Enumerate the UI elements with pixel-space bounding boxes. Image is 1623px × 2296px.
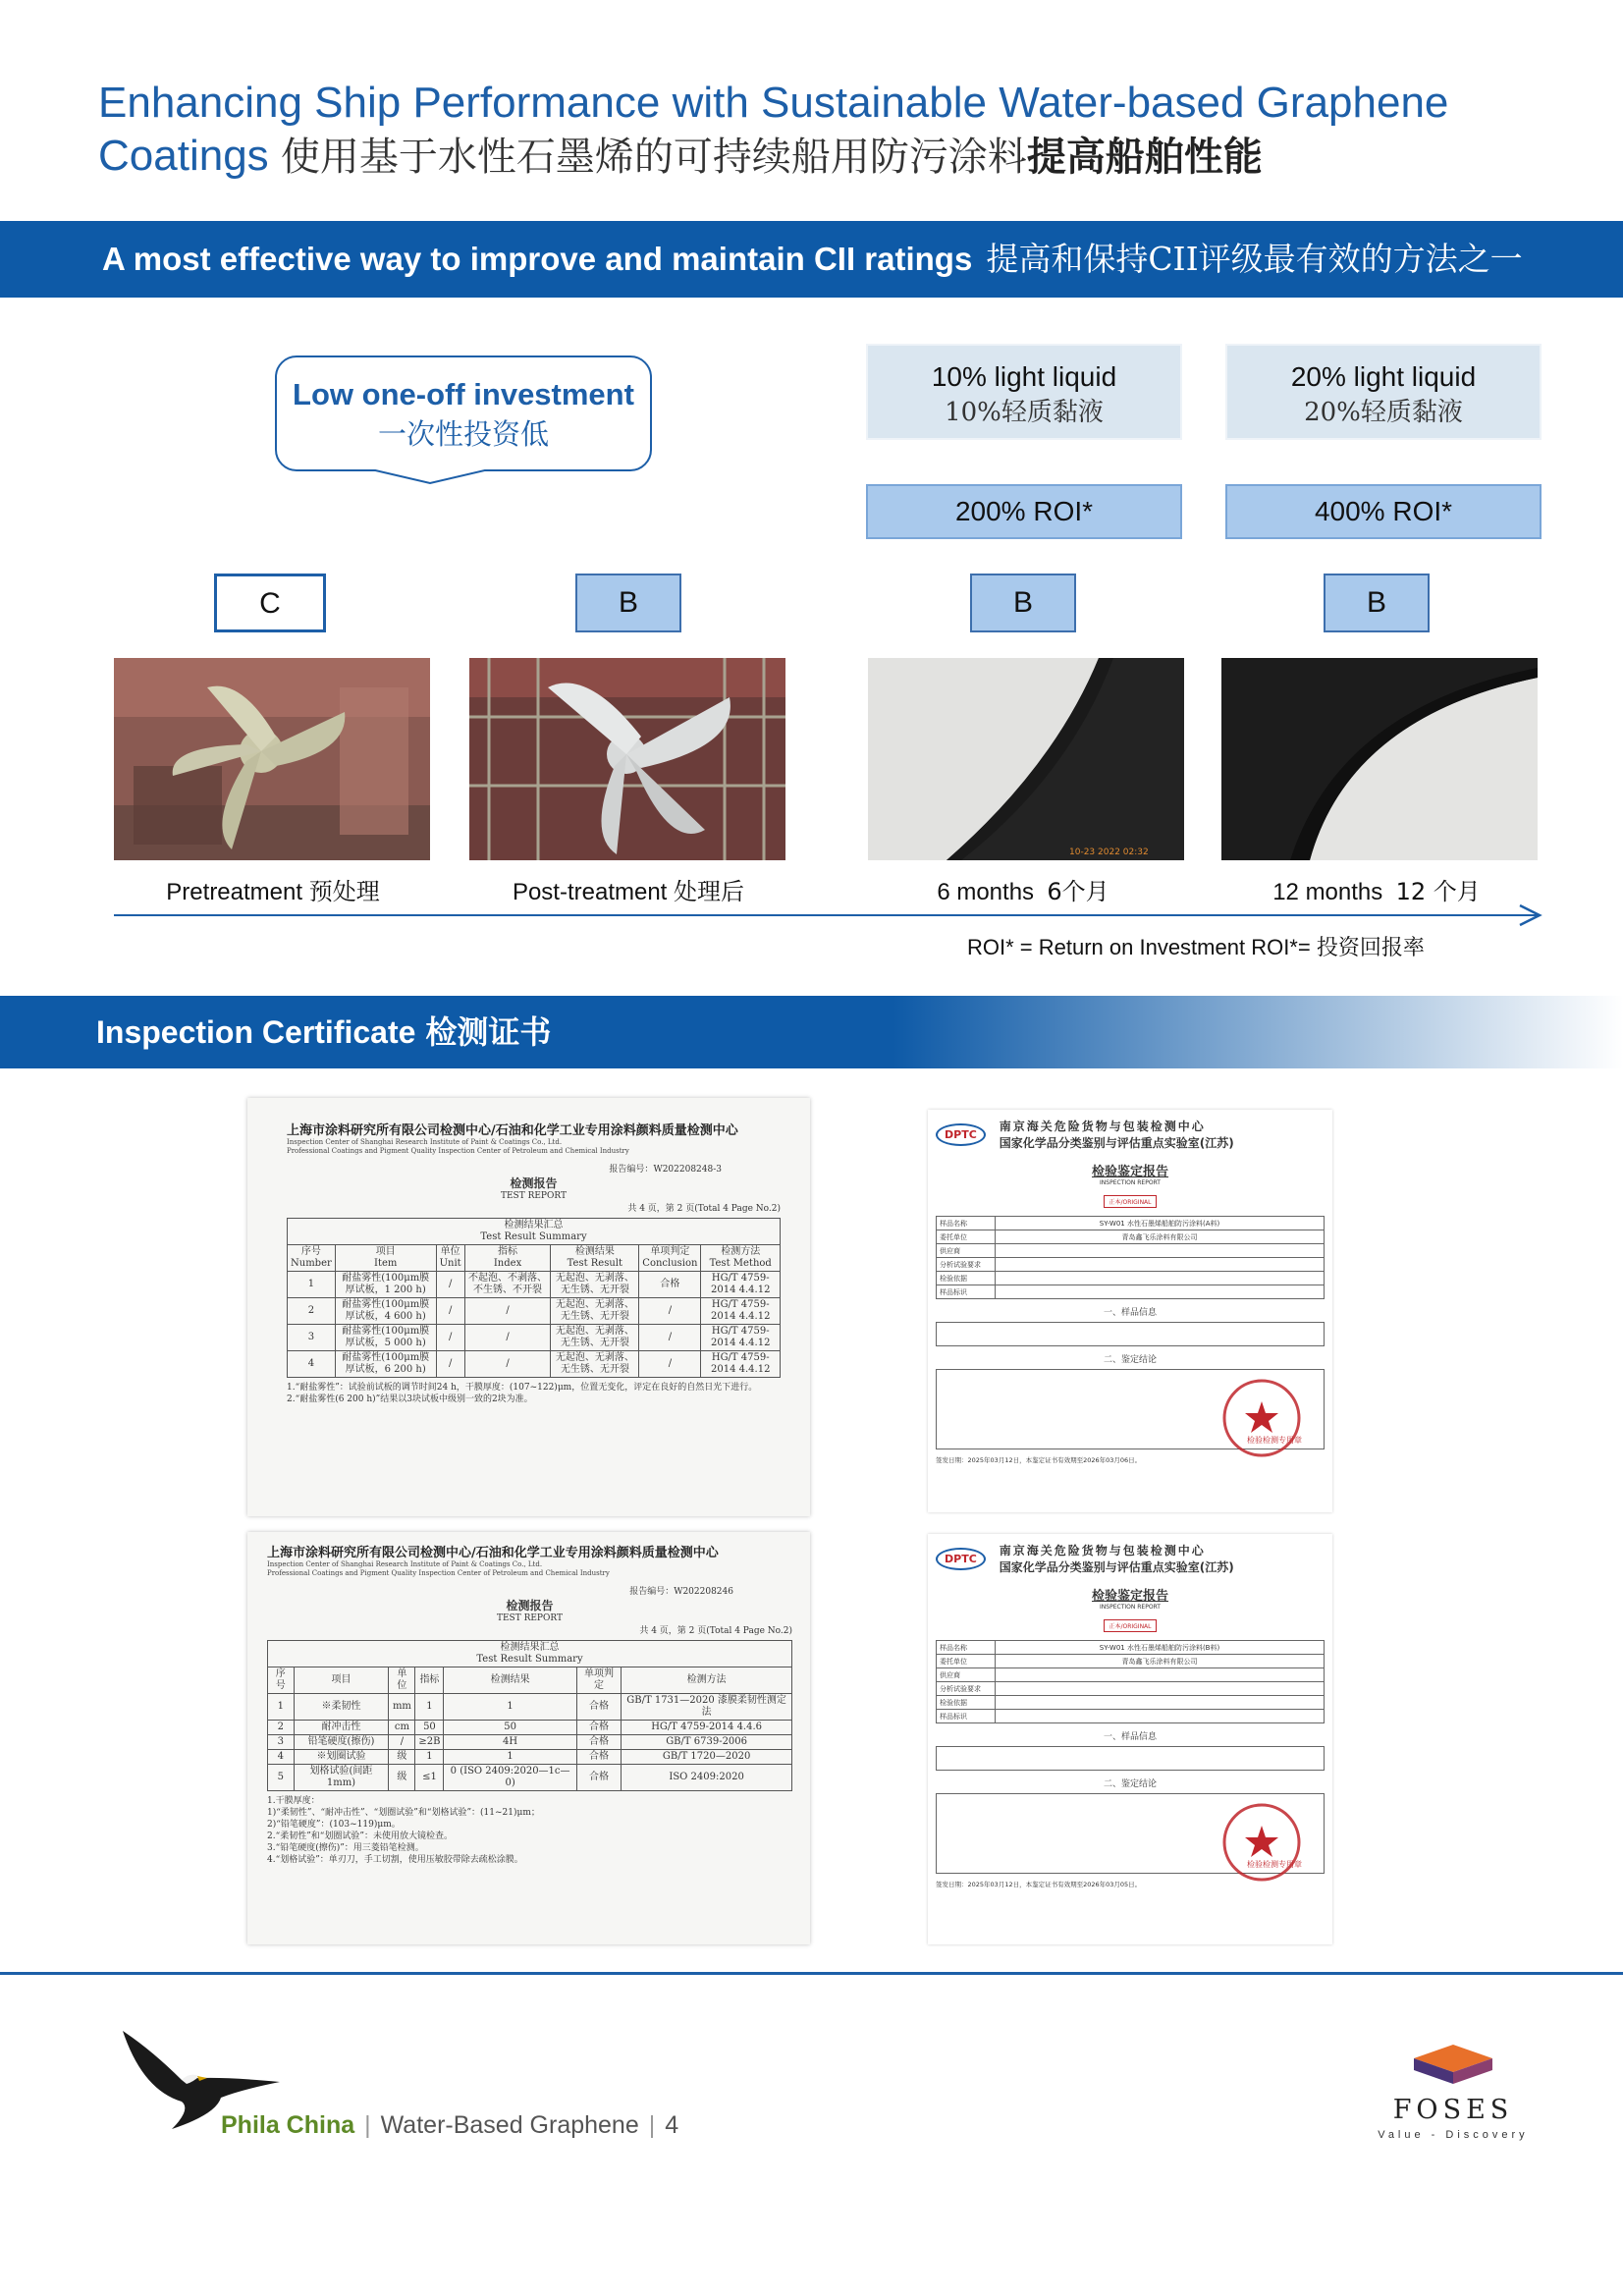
cert-b-col: 序号 xyxy=(268,1667,295,1694)
cert-b-note: 4.“划格试验”：单刃刀，手工切割，使用压敏胶带除去疏松涂膜。 xyxy=(267,1855,523,1865)
inspection-banner-zh: 检测证书 xyxy=(425,1013,552,1051)
cert-a-cell: 耐盐雾性(100μm膜厚试板，1 200 h) xyxy=(335,1272,436,1298)
cert-a-col-5 xyxy=(639,1245,701,1272)
cert-b-header-en2: Professional Coatings and Pigment Quality Inspection Center of Petroleum and Chemical Industry xyxy=(267,1569,610,1577)
cert-b-cell: 5 xyxy=(268,1765,295,1791)
cert-a-page: 共 4 页，第 2 页(Total 4 Page No.2) xyxy=(627,1204,781,1214)
cert-a-col-4-zh: 检测结果 xyxy=(574,1246,615,1257)
cii-banner xyxy=(0,221,1623,298)
cert-a-col-2 xyxy=(436,1245,464,1272)
certificate-c xyxy=(928,1110,1332,1512)
cert-a-cell: / xyxy=(639,1351,701,1378)
photo-post-treatment xyxy=(469,658,785,860)
cert-d-info-table xyxy=(936,1746,1325,1771)
cert-d-issue: 签发日期：2025年03月12日，本鉴定证书有效期至2026年03月05日。 xyxy=(936,1881,1142,1888)
cert-a-col-1 xyxy=(335,1245,436,1272)
cert-b-cell: 1 xyxy=(444,1694,576,1721)
cert-b-cell: GB/T 6739-2006 xyxy=(622,1735,792,1750)
cert-a-summary xyxy=(288,1219,781,1245)
cert-d-seal-text: 检验检测专用章 xyxy=(1247,1860,1302,1869)
cert-c-issue: 签发日期：2025年03月12日，本鉴定证书有效期至2026年03月06日。 xyxy=(936,1456,1142,1464)
cert-a-cell: 无起泡、无剥落、无生锈、无开裂 xyxy=(551,1298,639,1325)
cert-a-cell: 耐盐雾性(100μm膜厚试板，6 200 h) xyxy=(335,1351,436,1378)
photo-pretreatment xyxy=(114,658,430,860)
cert-b-cell: 1 xyxy=(444,1750,576,1765)
cert-b-table xyxy=(267,1640,792,1791)
dptc-logo-icon: DPTC xyxy=(936,1548,986,1570)
cert-b-cell: ≤1 xyxy=(415,1765,444,1791)
cert-d-sec1: 一、样品信息 xyxy=(1103,1732,1157,1742)
cert-a-col-3 xyxy=(464,1245,551,1272)
propeller-rusty-image xyxy=(114,658,430,860)
caption-pretreatment xyxy=(106,872,440,906)
callout-zh: 一次性投资低 xyxy=(377,417,549,451)
inspection-banner xyxy=(0,996,1623,1068)
cert-b-cell: 1 xyxy=(415,1694,444,1721)
roi-note-en: ROI* = Return on Investment ROI*= xyxy=(967,935,1311,959)
cert-a-cell: 耐盐雾性(100μm膜厚试板，4 600 h) xyxy=(335,1298,436,1325)
cert-a-col-6-zh: 检测方法 xyxy=(721,1246,761,1257)
cert-a-cell: / xyxy=(464,1351,551,1378)
table-row xyxy=(268,1721,792,1735)
grade-pretreatment: C xyxy=(214,574,326,632)
table-row xyxy=(288,1272,781,1298)
cert-b-report-no-label: 报告编号： xyxy=(629,1587,675,1597)
cert-c-seal-icon xyxy=(1219,1376,1304,1460)
cert-a-cell: 无起泡、无剥落、无生锈、无开裂 xyxy=(551,1351,639,1378)
foses-mark-icon xyxy=(1414,2045,1492,2084)
roi-box-200: 200% ROI* xyxy=(866,484,1182,539)
caption-12-months-en: 12 months xyxy=(1272,879,1383,905)
cert-a-col-0 xyxy=(288,1245,336,1272)
footer-subtitle: Water-Based Graphene xyxy=(380,2111,639,2139)
cert-d-table: 样品名称 SY-W01 水性石墨烯船舶防污涂料(B料) 委托单位 青岛鑫飞乐涂料有限公司 供应商 分析试验要求 检验依据 样品标识 xyxy=(936,1640,1325,1723)
inspection-banner-en: Inspection Certificate xyxy=(96,1014,416,1050)
cert-a-cell: 3 xyxy=(288,1325,336,1351)
grade-6-months: B xyxy=(970,574,1076,632)
cert-a-header-en1: Inspection Center of Shanghai Research Institute of Paint & Coatings Co., Ltd. xyxy=(287,1138,563,1146)
title-zh-normal: 使用基于水性石墨烯的可持续船用防污涂料 xyxy=(280,135,1027,180)
cert-b-cell: 4 xyxy=(268,1750,295,1765)
cert-a-cell: 耐盐雾性(100μm膜厚试板，5 000 h) xyxy=(335,1325,436,1351)
cert-c-original-stamp: 正本/ORIGINAL xyxy=(1104,1195,1156,1208)
cii-banner-zh: 提高和保持CII评级最有效的方法之一 xyxy=(986,240,1523,278)
cert-b-col: 检测结果 xyxy=(444,1667,576,1694)
cert-b-cell: 4H xyxy=(444,1735,576,1750)
cert-d-title: 检验鉴定报告 xyxy=(1091,1589,1168,1604)
cert-c-client: 青岛鑫飞乐涂料有限公司 xyxy=(996,1230,1325,1244)
cert-c-sec2: 二、鉴定结论 xyxy=(1103,1355,1157,1365)
cert-b-cell: 合格 xyxy=(576,1721,622,1735)
cert-a-cell: / xyxy=(639,1298,701,1325)
cert-b-col: 单项判定 xyxy=(576,1667,622,1694)
cert-d-seal-icon xyxy=(1219,1800,1304,1885)
cert-a-col-1-en: Item xyxy=(374,1258,398,1269)
liquid-box-20 xyxy=(1225,344,1542,440)
cert-a-col-0-en: Number xyxy=(291,1258,332,1269)
cert-b-note: 2)“铅笔硬度”：(103~119)μm。 xyxy=(267,1820,401,1830)
cert-a-cell: / xyxy=(436,1325,464,1351)
cert-a-cell: / xyxy=(436,1272,464,1298)
cert-b-cell: 50 xyxy=(415,1721,444,1735)
hull-12-months-image xyxy=(1221,658,1538,860)
cert-b-cell: ※划圈试验 xyxy=(294,1750,389,1765)
cert-c-org1: 南京海关危险货物与包装检测中心 xyxy=(999,1120,1206,1133)
cert-b-cell: 合格 xyxy=(576,1750,622,1765)
cert-a-cell: / xyxy=(464,1325,551,1351)
caption-6-months xyxy=(856,872,1190,906)
cert-a-notes xyxy=(287,1382,781,1405)
cert-c-info-table xyxy=(936,1322,1325,1346)
table-row xyxy=(268,1694,792,1721)
certificate-b xyxy=(247,1532,810,1944)
cert-b-report-no xyxy=(267,1584,792,1597)
caption-post-treatment xyxy=(461,872,795,906)
caption-post-treatment-zh: 处理后 xyxy=(674,878,745,905)
cert-a-report-title: 检测报告 xyxy=(510,1176,558,1190)
cert-a-col-1-zh: 项目 xyxy=(375,1246,396,1257)
foses-tagline: Value - Discovery xyxy=(1378,2129,1529,2141)
cert-b-cell: 2 xyxy=(268,1721,295,1735)
cert-b-cell: 合格 xyxy=(576,1694,622,1721)
cert-d-product: SY-W01 水性石墨烯船舶防污涂料(B料) xyxy=(996,1641,1325,1655)
cert-a-cell: 4 xyxy=(288,1351,336,1378)
cert-b-report-title-en: TEST REPORT xyxy=(496,1613,563,1623)
cert-b-report-title: 检测报告 xyxy=(506,1599,554,1613)
cert-b-cell: 铅笔硬度(擦伤) xyxy=(294,1735,389,1750)
cert-a-cell: 不起泡、不剥落、不生锈、不开裂 xyxy=(464,1272,551,1298)
investment-callout xyxy=(275,355,652,471)
table-row xyxy=(268,1735,792,1750)
cert-b-cell: 1 xyxy=(268,1694,295,1721)
title-zh xyxy=(281,135,1263,180)
cert-d-client: 青岛鑫飞乐涂料有限公司 xyxy=(996,1655,1325,1668)
cert-a-cell: HG/T 4759-2014 4.4.12 xyxy=(701,1351,781,1378)
cert-b-cell: 合格 xyxy=(576,1735,622,1750)
cert-b-summary-en: Test Result Summary xyxy=(476,1654,583,1665)
cert-c-seal-text: 检验检测专用章 xyxy=(1247,1436,1302,1445)
cert-b-cell: 1 xyxy=(415,1750,444,1765)
cert-b-summary xyxy=(268,1641,792,1667)
footer-brand: Phila China xyxy=(221,2111,355,2139)
table-row xyxy=(288,1298,781,1325)
cert-d-org2: 国家化学品分类鉴别与评估重点实验室(江苏) xyxy=(999,1560,1234,1574)
foses-name: FOSES xyxy=(1392,2095,1514,2125)
caption-pretreatment-en: Pretreatment xyxy=(166,879,303,905)
footer: Phila China | Water-Based Graphene | 4 xyxy=(221,2111,679,2139)
photo-12-months xyxy=(1221,658,1538,860)
cert-b-header: 上海市涂料研究所有限公司检测中心/石油和化学工业专用涂料颜料质量检测中心 xyxy=(267,1546,719,1560)
photo-6-months xyxy=(868,658,1184,860)
table-row xyxy=(288,1351,781,1378)
cert-a-report-no-label: 报告编号： xyxy=(609,1165,654,1175)
page-number: 4 xyxy=(665,2111,679,2139)
cert-a-head-row xyxy=(288,1245,781,1272)
cert-b-cell: 0 (ISO 2409:2020—1c—0) xyxy=(444,1765,576,1791)
cert-b-cell: ≥2B xyxy=(415,1735,444,1750)
cert-c-sec1: 一、样品信息 xyxy=(1103,1308,1157,1318)
cert-b-cell: ※柔韧性 xyxy=(294,1694,389,1721)
timeline-arrow-icon xyxy=(114,903,1543,927)
cert-a-col-6-en: Test Method xyxy=(709,1258,772,1269)
cert-b-note: 2.“柔韧性”和“划圈试验”：未使用放大镜检查。 xyxy=(267,1831,453,1841)
cert-a-cell: 无起泡、无剥落、无生锈、无开裂 xyxy=(551,1325,639,1351)
cert-a-col-6 xyxy=(701,1245,781,1272)
cert-b-summary-zh: 检测结果汇总 xyxy=(500,1642,560,1653)
cert-b-cell: 3 xyxy=(268,1735,295,1750)
table-row xyxy=(268,1750,792,1765)
cert-a-col-4-en: Test Result xyxy=(567,1258,623,1269)
cert-a-col-3-zh: 指标 xyxy=(498,1246,518,1257)
page-title xyxy=(98,77,1551,184)
roi-note xyxy=(967,931,1425,961)
grade-12-months: B xyxy=(1324,574,1430,632)
cert-c-org2: 国家化学品分类鉴别与评估重点实验室(江苏) xyxy=(999,1136,1234,1150)
cert-b-cell: mm xyxy=(389,1694,415,1721)
cert-a-header-en2: Professional Coatings and Pigment Quality Inspection Center of Petroleum and Chemical Industry xyxy=(287,1147,629,1155)
liquid-20-zh: 20%轻质黏液 xyxy=(1304,398,1463,427)
liquid-20-en: 20% light liquid xyxy=(1290,361,1477,392)
table-row xyxy=(288,1325,781,1351)
cert-b-cell: 级 xyxy=(389,1750,415,1765)
callout-tail-icon xyxy=(371,469,489,489)
cert-b-note: 3.“铅笔硬度(擦伤)”：用三菱铅笔检测。 xyxy=(267,1843,424,1853)
liquid-10-zh: 10%轻质黏液 xyxy=(945,398,1104,427)
cert-a-table xyxy=(287,1218,781,1378)
cert-c-product: SY-W01 水性石墨烯船舶防污涂料(A料) xyxy=(996,1217,1325,1230)
cert-b-cell: / xyxy=(389,1735,415,1750)
certificate-a xyxy=(247,1098,810,1516)
hull-6-months-image xyxy=(868,658,1184,860)
cert-d-original-stamp: 正本/ORIGINAL xyxy=(1104,1619,1156,1632)
cert-a-cell: 1 xyxy=(288,1272,336,1298)
cert-a-cell: 无起泡、无剥落、无生锈、无开裂 xyxy=(551,1272,639,1298)
cert-b-header-en1: Inspection Center of Shanghai Research Institute of Paint & Coatings Co., Ltd. xyxy=(267,1560,543,1568)
cert-b-cell: GB/T 1731—2020 漆膜柔韧性测定法 xyxy=(622,1694,792,1721)
foses-logo xyxy=(1375,2045,1532,2141)
cert-a-cell: / xyxy=(436,1351,464,1378)
cert-b-page: 共 4 页，第 2 页(Total 4 Page No.2) xyxy=(639,1626,792,1636)
cert-b-cell: 合格 xyxy=(576,1765,622,1791)
cert-a-cell: HG/T 4759-2014 4.4.12 xyxy=(701,1325,781,1351)
cert-b-col: 检测方法 xyxy=(622,1667,792,1694)
cert-b-cell: 50 xyxy=(444,1721,576,1735)
cert-a-cell: / xyxy=(436,1298,464,1325)
propeller-coated-image xyxy=(469,658,785,860)
cert-a-col-2-zh: 单位 xyxy=(440,1246,460,1257)
caption-post-treatment-en: Post-treatment xyxy=(512,879,668,905)
roi-box-400: 400% ROI* xyxy=(1225,484,1542,539)
caption-12-months-zh: 12 个月 xyxy=(1395,878,1481,905)
cert-b-cell: 划格试验(间距1mm) xyxy=(294,1765,389,1791)
cert-a-cell: 2 xyxy=(288,1298,336,1325)
cert-a-cell: 合格 xyxy=(639,1272,701,1298)
cert-a-report-no-value: W202208248-3 xyxy=(653,1165,722,1175)
title-zh-bold: 提高船舶性能 xyxy=(1026,135,1263,180)
cert-b-notes xyxy=(267,1795,792,1866)
cert-a-col-4 xyxy=(551,1245,639,1272)
caption-12-months xyxy=(1210,872,1543,906)
cert-a-col-0-zh: 序号 xyxy=(300,1246,321,1257)
grade-post-treatment: B xyxy=(575,574,681,632)
cert-b-cell: 耐冲击性 xyxy=(294,1721,389,1735)
title-en: Enhancing Ship Performance with Sustainable Water-based Graphene Coatings xyxy=(98,79,1449,180)
cert-a-note: 2.“耐盐雾性(6 200 h)”结果以3块试板中级别一致的2块为准。 xyxy=(287,1394,533,1404)
cert-b-note: 1)“柔韧性”、“耐冲击性”、“划圈试验”和“划格试验”：(11~21)μm； xyxy=(267,1808,540,1818)
cert-a-col-2-en: Unit xyxy=(439,1258,461,1269)
callout-en: Low one-off investment xyxy=(293,377,634,411)
caption-6-months-en: 6 months xyxy=(937,879,1035,905)
cert-a-report-title-en: TEST REPORT xyxy=(500,1191,567,1201)
cii-banner-en: A most effective way to improve and maintain CII ratings xyxy=(102,241,973,277)
cert-a-report-no xyxy=(287,1162,781,1175)
cert-c-title: 检验鉴定报告 xyxy=(1091,1165,1168,1179)
photo-timestamp: 10-23 2022 02:32 xyxy=(1069,847,1149,857)
cert-d-sec2: 二、鉴定结论 xyxy=(1103,1779,1157,1789)
cert-b-head-row xyxy=(268,1667,792,1694)
cert-b-cell: cm xyxy=(389,1721,415,1735)
cert-b-cell: GB/T 1720—2020 xyxy=(622,1750,792,1765)
roi-note-zh: 投资回报率 xyxy=(1316,936,1425,960)
cert-a-col-5-en: Conclusion xyxy=(642,1258,698,1269)
cert-a-col-5-zh: 单项判定 xyxy=(650,1246,690,1257)
dptc-logo-icon: DPTC xyxy=(936,1123,986,1146)
cert-c-table: 样品名称 SY-W01 水性石墨烯船舶防污涂料(A料) 委托单位 青岛鑫飞乐涂料有限公司 供应商 分析试验要求 检验依据 样品标识 xyxy=(936,1216,1325,1299)
cert-a-note: 1.“耐盐雾性”：试验前试板的调节时间24 h，干膜厚度：(107~122)μm，位置无变化，评定在良好的自然日光下进行。 xyxy=(287,1383,758,1393)
cert-b-cell: HG/T 4759-2014 4.4.6 xyxy=(622,1721,792,1735)
footer-divider xyxy=(0,1972,1623,1975)
cert-a-cell: HG/T 4759-2014 4.4.12 xyxy=(701,1272,781,1298)
liquid-box-10 xyxy=(866,344,1182,440)
cert-a-cell: HG/T 4759-2014 4.4.12 xyxy=(701,1298,781,1325)
cert-a-cell: / xyxy=(464,1298,551,1325)
certificate-d xyxy=(928,1534,1332,1944)
cert-c-title-en: INSPECTION REPORT xyxy=(1100,1179,1161,1186)
caption-pretreatment-zh: 预处理 xyxy=(308,878,380,905)
cert-b-note: 1.干膜厚度： xyxy=(267,1796,320,1806)
table-row xyxy=(268,1765,792,1791)
cert-a-cell: / xyxy=(639,1325,701,1351)
cert-b-cell: 级 xyxy=(389,1765,415,1791)
cert-a-header: 上海市涂料研究所有限公司检测中心/石油和化学工业专用涂料颜料质量检测中心 xyxy=(287,1123,738,1138)
caption-6-months-zh: 6个月 xyxy=(1047,878,1109,905)
cert-a-summary-zh: 检测结果汇总 xyxy=(504,1220,564,1230)
cert-d-org1: 南京海关危险货物与包装检测中心 xyxy=(999,1544,1206,1558)
cert-d-title-en: INSPECTION REPORT xyxy=(1100,1604,1161,1611)
cert-a-col-3-en: Index xyxy=(493,1258,522,1269)
cert-b-cell: ISO 2409:2020 xyxy=(622,1765,792,1791)
cert-b-report-no-value: W202208246 xyxy=(674,1587,733,1597)
cert-a-summary-en: Test Result Summary xyxy=(480,1231,587,1242)
liquid-10-en: 10% light liquid xyxy=(931,361,1117,392)
cert-b-col: 单位 xyxy=(389,1667,415,1694)
cert-b-col: 项目 xyxy=(294,1667,389,1694)
cert-b-col: 指标 xyxy=(415,1667,444,1694)
